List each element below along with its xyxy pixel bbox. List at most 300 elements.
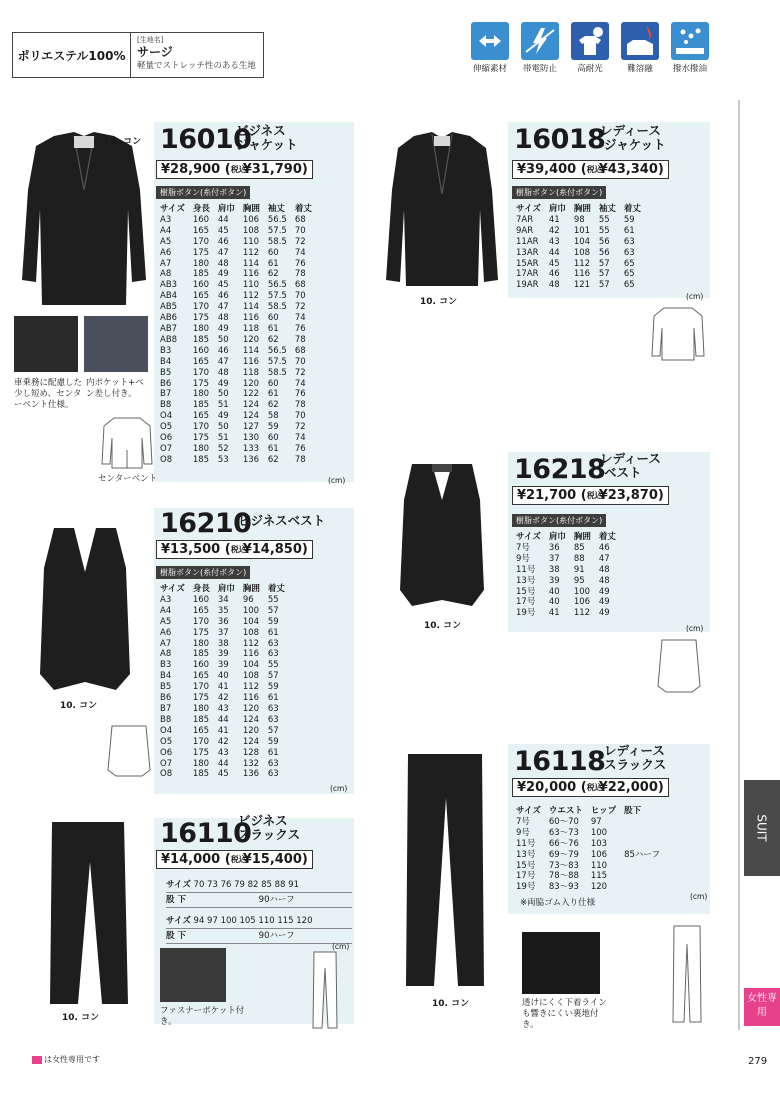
table-cell: 104 bbox=[242, 616, 260, 627]
column-header: 胸囲 bbox=[242, 204, 260, 214]
table-cell: 114 bbox=[242, 302, 260, 313]
table-row bbox=[512, 871, 664, 882]
table-row bbox=[156, 335, 316, 346]
table-row bbox=[156, 302, 316, 313]
table-row bbox=[156, 617, 289, 628]
fabric-tag: [生地名] bbox=[137, 36, 164, 44]
table-cell: 114 bbox=[242, 345, 260, 356]
table-cell: 175 bbox=[192, 247, 210, 258]
table-cell: A5 bbox=[160, 616, 172, 627]
table-cell: A8 bbox=[160, 649, 172, 660]
table-cell: 44 bbox=[217, 758, 229, 769]
table-cell: 61 bbox=[267, 747, 279, 758]
table-cell: AB6 bbox=[160, 313, 178, 324]
table-cell: B4 bbox=[160, 356, 172, 367]
product-name-16218-line2: ベスト bbox=[604, 465, 642, 480]
unit-16010: (cm) bbox=[328, 476, 346, 485]
table-row bbox=[512, 817, 664, 828]
feature-icons bbox=[468, 22, 712, 74]
table-cell: 65 bbox=[623, 269, 635, 280]
button-type-16218: 樹脂ボタン(糸付ボタン) bbox=[512, 514, 606, 527]
table-cell: 36 bbox=[217, 616, 229, 627]
column-header: 肩巾 bbox=[548, 532, 566, 542]
jacket-photo-16018 bbox=[378, 130, 506, 296]
table-row bbox=[512, 608, 620, 619]
table-cell: B7 bbox=[160, 703, 172, 714]
table-cell: 110 bbox=[242, 280, 260, 291]
table-cell: 120 bbox=[590, 882, 608, 893]
table-cell: 44 bbox=[217, 714, 229, 725]
table-cell: 49 bbox=[598, 608, 610, 619]
table-cell: 133 bbox=[242, 443, 260, 454]
table-cell: O8 bbox=[160, 454, 173, 465]
table-cell: 136 bbox=[242, 769, 260, 780]
column-header: 着丈 bbox=[623, 204, 641, 214]
table-row bbox=[156, 455, 316, 466]
table-cell: 7AR bbox=[516, 214, 534, 225]
table-cell: 65 bbox=[623, 258, 635, 269]
table-cell: 48 bbox=[217, 313, 229, 324]
caption-lining: 透けにくく下着ラインも響きにくい裏地付き。 bbox=[522, 998, 607, 1030]
table-row bbox=[156, 357, 316, 368]
table-cell: 11号 bbox=[516, 838, 536, 849]
table-cell: 45 bbox=[217, 225, 229, 236]
table-cell: 83〜93 bbox=[548, 882, 579, 893]
table-cell: 128 bbox=[242, 747, 260, 758]
product-code-16210: 16210 bbox=[160, 508, 252, 539]
ladies-jacket-back-sketch bbox=[650, 304, 706, 362]
table-cell: 39 bbox=[548, 575, 560, 586]
table-cell: 50 bbox=[217, 334, 229, 345]
product-code-16118: 16118 bbox=[514, 746, 606, 777]
table-cell: 68 bbox=[294, 214, 306, 225]
table-cell: 106 bbox=[242, 214, 260, 225]
table-cell: 13号 bbox=[516, 575, 536, 586]
column-header: 身長 bbox=[192, 204, 210, 214]
table-cell: 110 bbox=[590, 860, 608, 871]
table-cell: 49 bbox=[217, 323, 229, 334]
table-cell: B4 bbox=[160, 671, 172, 682]
table-cell: 55 bbox=[598, 214, 610, 225]
table-cell bbox=[620, 861, 664, 872]
table-cell: 58.5 bbox=[267, 367, 287, 378]
table-row bbox=[156, 280, 316, 291]
zip-pocket-photo bbox=[160, 948, 226, 1002]
unit-16018: (cm) bbox=[686, 292, 704, 301]
size-table-header bbox=[512, 532, 620, 543]
table-row bbox=[156, 379, 316, 390]
color-label-16110: 10. コン bbox=[62, 1013, 100, 1023]
table-row bbox=[512, 850, 664, 861]
table-cell: 72 bbox=[294, 302, 306, 313]
table-cell: 70 bbox=[294, 291, 306, 302]
table-row bbox=[512, 248, 645, 259]
vent-detail-photo bbox=[14, 316, 78, 372]
table-cell: 59 bbox=[267, 736, 279, 747]
table-cell: 47 bbox=[217, 356, 229, 367]
table-cell: 96 bbox=[242, 594, 254, 605]
table-cell: 116 bbox=[242, 356, 260, 367]
table-cell: O4 bbox=[160, 725, 173, 736]
table-cell: 175 bbox=[192, 747, 210, 758]
table-cell: 55 bbox=[267, 594, 279, 605]
table-cell: 37 bbox=[548, 553, 560, 564]
lining-detail-photo bbox=[522, 932, 600, 994]
table-cell: 57 bbox=[267, 725, 279, 736]
table-cell: B7 bbox=[160, 389, 172, 400]
table-cell: 49 bbox=[598, 597, 610, 608]
table-row bbox=[156, 324, 316, 335]
color-label-16118: 10. コン bbox=[432, 999, 470, 1009]
table-cell: 61 bbox=[623, 225, 635, 236]
table-cell: 185 bbox=[192, 334, 210, 345]
table-cell: 62 bbox=[267, 454, 279, 465]
table-cell: 170 bbox=[192, 422, 210, 433]
table-row bbox=[156, 704, 289, 715]
table-cell: 116 bbox=[242, 649, 260, 660]
table-cell: 76 bbox=[294, 389, 306, 400]
table-cell: 46 bbox=[217, 345, 229, 356]
table-cell: 57 bbox=[267, 671, 279, 682]
table-cell: 57 bbox=[598, 269, 610, 280]
table-cell: 63 bbox=[267, 714, 279, 725]
table-cell: A6 bbox=[160, 627, 172, 638]
table-row bbox=[156, 313, 316, 324]
table-cell: 53 bbox=[217, 454, 229, 465]
table-cell: 48 bbox=[598, 564, 610, 575]
table-cell: 120 bbox=[242, 378, 260, 389]
table-cell: 56.5 bbox=[267, 280, 287, 291]
table-cell: 15号 bbox=[516, 860, 536, 871]
table-cell: 57 bbox=[598, 280, 610, 291]
table-cell: 185 bbox=[192, 769, 210, 780]
table-cell: 7号 bbox=[516, 542, 530, 553]
table-cell: 116 bbox=[242, 693, 260, 704]
table-cell: 59 bbox=[267, 616, 279, 627]
table-cell: 51 bbox=[217, 400, 229, 411]
column-header: サイズ bbox=[516, 806, 541, 816]
table-cell: 9号 bbox=[516, 553, 530, 564]
caption-center-vent: センターベント bbox=[98, 474, 158, 484]
table-cell: 46 bbox=[217, 291, 229, 302]
table-cell: 48 bbox=[217, 258, 229, 269]
table-cell: 74 bbox=[294, 378, 306, 389]
table-cell: 61 bbox=[267, 627, 279, 638]
table-cell: 40 bbox=[217, 671, 229, 682]
table-cell: 41 bbox=[548, 214, 560, 225]
button-type-16210: 樹脂ボタン(糸付ボタン) bbox=[156, 566, 250, 579]
table-cell: 124 bbox=[242, 736, 260, 747]
table-cell: 72 bbox=[294, 367, 306, 378]
table-cell: 72 bbox=[294, 422, 306, 433]
table-cell: 170 bbox=[192, 367, 210, 378]
table-cell: 60 bbox=[267, 378, 279, 389]
slacks-size-block-16110: サイズ 70 73 76 79 82 85 88 91 股 下 90ハーフ サイズ 94 97 100 105 110 115 120 股 下 90ハーフ bbox=[166, 878, 352, 944]
table-row bbox=[512, 597, 620, 608]
table-cell: A7 bbox=[160, 638, 172, 649]
table-row bbox=[512, 576, 620, 587]
table-cell: 78 bbox=[294, 400, 306, 411]
column-header: サイズ bbox=[160, 584, 185, 594]
table-cell: 100 bbox=[590, 827, 608, 838]
suit-section-tab: SUIT bbox=[744, 780, 780, 876]
table-row bbox=[156, 389, 316, 400]
table-cell: A3 bbox=[160, 214, 172, 225]
table-cell: 40 bbox=[548, 597, 560, 608]
table-cell: 59 bbox=[267, 682, 279, 693]
caption-zip-pocket: ファスナーポケット付き。 bbox=[160, 1006, 245, 1027]
table-cell: B5 bbox=[160, 367, 172, 378]
table-cell: 114 bbox=[242, 258, 260, 269]
table-cell: 127 bbox=[242, 422, 260, 433]
table-cell: 180 bbox=[192, 443, 210, 454]
table-cell: O4 bbox=[160, 411, 173, 422]
footnote: は女性専用です bbox=[46, 1054, 100, 1065]
table-cell: 7号 bbox=[516, 816, 530, 827]
table-cell: 112 bbox=[242, 638, 260, 649]
table-cell: 13号 bbox=[516, 849, 536, 860]
table-cell: 78 bbox=[294, 454, 306, 465]
table-cell: 124 bbox=[242, 411, 260, 422]
table-cell: 60 bbox=[267, 433, 279, 444]
table-cell: 42 bbox=[548, 225, 560, 236]
caption-pocket: 内ポケット+ペン差し付き。 bbox=[86, 378, 144, 399]
table-cell: 98 bbox=[573, 214, 585, 225]
table-cell: 175 bbox=[192, 693, 210, 704]
table-cell: 63 bbox=[267, 638, 279, 649]
table-cell: 180 bbox=[192, 389, 210, 400]
table-cell: 63 bbox=[267, 649, 279, 660]
feature-stretch: 伸縮素材 bbox=[468, 22, 512, 74]
table-row bbox=[156, 215, 316, 226]
table-cell: 175 bbox=[192, 433, 210, 444]
table-cell: A7 bbox=[160, 258, 172, 269]
table-row bbox=[512, 839, 664, 850]
column-header: 身長 bbox=[192, 584, 210, 594]
column-header: 着丈 bbox=[598, 532, 616, 542]
product-name-16018-line2: ジャケット bbox=[604, 137, 666, 152]
table-cell: 124 bbox=[242, 400, 260, 411]
table-cell: O7 bbox=[160, 758, 173, 769]
table-cell: 63 bbox=[623, 247, 635, 258]
table-cell: 63 bbox=[267, 769, 279, 780]
table-cell: 35 bbox=[217, 605, 229, 616]
table-row bbox=[156, 291, 316, 302]
column-header: サイズ bbox=[516, 204, 541, 214]
table-cell: 175 bbox=[192, 313, 210, 324]
size-table-16018 bbox=[512, 204, 645, 291]
table-cell: 52 bbox=[217, 443, 229, 454]
table-cell: 108 bbox=[242, 627, 260, 638]
table-row bbox=[512, 237, 645, 248]
table-row bbox=[512, 269, 645, 280]
table-cell: 41 bbox=[217, 682, 229, 693]
table-row bbox=[512, 587, 620, 598]
table-cell: 160 bbox=[192, 214, 210, 225]
table-cell: 170 bbox=[192, 736, 210, 747]
table-cell: 56.5 bbox=[267, 345, 287, 356]
column-header: 股下 bbox=[624, 806, 642, 816]
table-row bbox=[156, 259, 316, 270]
table-cell: A6 bbox=[160, 247, 172, 258]
table-cell: 115 bbox=[590, 871, 608, 882]
table-cell: 42 bbox=[217, 693, 229, 704]
table-cell: A8 bbox=[160, 269, 172, 280]
slacks-back-sketch-16118 bbox=[670, 924, 704, 1024]
slacks-photo-16118 bbox=[400, 750, 490, 990]
table-cell: 95 bbox=[573, 575, 585, 586]
table-cell: 19号 bbox=[516, 608, 536, 619]
table-cell: 72 bbox=[294, 236, 306, 247]
table-cell: B6 bbox=[160, 693, 172, 704]
table-row bbox=[156, 682, 289, 693]
table-cell: 170 bbox=[192, 302, 210, 313]
table-cell: 56.5 bbox=[267, 214, 287, 225]
product-code-16218: 16218 bbox=[514, 454, 606, 485]
table-cell: 76 bbox=[294, 258, 306, 269]
table-cell: 48 bbox=[598, 575, 610, 586]
column-header: 着丈 bbox=[294, 204, 312, 214]
table-cell: 47 bbox=[217, 247, 229, 258]
table-cell: 170 bbox=[192, 236, 210, 247]
table-cell: 165 bbox=[192, 291, 210, 302]
column-header: 袖丈 bbox=[267, 204, 285, 214]
table-cell: 185 bbox=[192, 269, 210, 280]
table-cell: 165 bbox=[192, 411, 210, 422]
product-name-16010-line2: ジャケット bbox=[236, 137, 298, 152]
column-header: サイズ bbox=[160, 204, 185, 214]
table-cell: 56 bbox=[598, 247, 610, 258]
table-cell: 132 bbox=[242, 758, 260, 769]
table-row bbox=[156, 422, 316, 433]
table-cell: 160 bbox=[192, 594, 210, 605]
table-cell: 63 bbox=[267, 758, 279, 769]
table-cell: 58.5 bbox=[267, 302, 287, 313]
table-cell: O5 bbox=[160, 422, 173, 433]
table-cell: 180 bbox=[192, 703, 210, 714]
table-cell: A5 bbox=[160, 236, 172, 247]
slacks-photo-16110 bbox=[44, 818, 134, 1008]
table-cell: A3 bbox=[160, 594, 172, 605]
table-cell: 43 bbox=[548, 236, 560, 247]
feature-lightfast: 高耐光 bbox=[568, 22, 612, 74]
table-row bbox=[156, 400, 316, 411]
table-cell: 118 bbox=[242, 323, 260, 334]
table-cell: 60 bbox=[267, 313, 279, 324]
table-row bbox=[512, 861, 664, 872]
table-cell: 108 bbox=[573, 247, 591, 258]
table-cell: 51 bbox=[217, 433, 229, 444]
table-cell: 68 bbox=[294, 345, 306, 356]
table-cell: 55 bbox=[598, 225, 610, 236]
product-name-16118-line2: スラックス bbox=[604, 757, 667, 772]
table-cell: 45 bbox=[217, 280, 229, 291]
table-cell: 165 bbox=[192, 605, 210, 616]
table-cell bbox=[620, 882, 664, 893]
vest-photo-16218 bbox=[392, 460, 492, 610]
table-cell: 19号 bbox=[516, 882, 536, 893]
table-cell: O5 bbox=[160, 736, 173, 747]
table-cell: B8 bbox=[160, 714, 172, 725]
table-cell: 41 bbox=[217, 725, 229, 736]
table-row bbox=[156, 368, 316, 379]
table-cell: 170 bbox=[192, 616, 210, 627]
table-cell: AB3 bbox=[160, 280, 178, 291]
table-row bbox=[512, 226, 645, 237]
table-cell: 58 bbox=[267, 411, 279, 422]
product-code-16110: 16110 bbox=[160, 818, 252, 849]
table-cell: 55 bbox=[267, 660, 279, 671]
table-cell: 49 bbox=[598, 586, 610, 597]
table-cell: 116 bbox=[242, 313, 260, 324]
table-cell: 112 bbox=[242, 247, 260, 258]
table-cell: 47 bbox=[217, 302, 229, 313]
table-cell: 160 bbox=[192, 660, 210, 671]
table-row bbox=[156, 748, 289, 759]
table-cell: 57.5 bbox=[267, 225, 287, 236]
table-cell: 60 bbox=[267, 247, 279, 258]
table-cell: 78〜88 bbox=[548, 871, 579, 882]
table-row bbox=[512, 565, 620, 576]
button-type-16010: 樹脂ボタン(糸付ボタン) bbox=[156, 186, 250, 199]
table-cell: 15AR bbox=[516, 258, 539, 269]
table-cell: 66〜76 bbox=[548, 838, 579, 849]
column-header: ヒップ bbox=[590, 806, 617, 816]
table-cell: 70 bbox=[294, 411, 306, 422]
table-cell: 57.5 bbox=[267, 291, 287, 302]
table-row bbox=[512, 828, 664, 839]
table-row bbox=[156, 769, 289, 780]
fabric-material: ポリエステル100% bbox=[13, 33, 131, 77]
table-cell: 85ハーフ bbox=[624, 849, 660, 860]
table-cell: 17号 bbox=[516, 597, 536, 608]
table-cell: 76 bbox=[294, 443, 306, 454]
table-cell: O8 bbox=[160, 769, 173, 780]
table-cell: 45 bbox=[217, 769, 229, 780]
table-cell: 185 bbox=[192, 454, 210, 465]
table-cell: 68 bbox=[294, 280, 306, 291]
table-cell: O7 bbox=[160, 443, 173, 454]
column-header: 胸囲 bbox=[573, 204, 591, 214]
table-row bbox=[156, 759, 289, 770]
table-cell: 62 bbox=[267, 400, 279, 411]
size-table-header bbox=[156, 584, 289, 595]
column-header: 胸囲 bbox=[573, 532, 591, 542]
table-cell: 180 bbox=[192, 758, 210, 769]
flame-icon bbox=[621, 22, 659, 60]
table-cell: 165 bbox=[192, 671, 210, 682]
table-cell: 11AR bbox=[516, 236, 539, 247]
table-cell: 61 bbox=[267, 693, 279, 704]
table-cell: 116 bbox=[242, 269, 260, 280]
button-type-16018: 樹脂ボタン(糸付ボタン) bbox=[512, 186, 606, 199]
table-cell: 9AR bbox=[516, 225, 534, 236]
table-row bbox=[512, 215, 645, 226]
table-cell: 57 bbox=[598, 258, 610, 269]
table-row bbox=[512, 280, 645, 291]
table-cell bbox=[620, 828, 664, 839]
table-cell: A4 bbox=[160, 225, 172, 236]
column-header: 肩巾 bbox=[217, 204, 235, 214]
table-cell: 122 bbox=[242, 389, 260, 400]
table-cell: 100 bbox=[573, 586, 591, 597]
table-cell: 160 bbox=[192, 345, 210, 356]
table-cell: 110 bbox=[242, 236, 260, 247]
product-name-16110-line1: ビジネス bbox=[238, 813, 288, 828]
page-number: 279 bbox=[748, 1056, 768, 1067]
table-cell: 63 bbox=[267, 703, 279, 714]
table-cell: 74 bbox=[294, 313, 306, 324]
